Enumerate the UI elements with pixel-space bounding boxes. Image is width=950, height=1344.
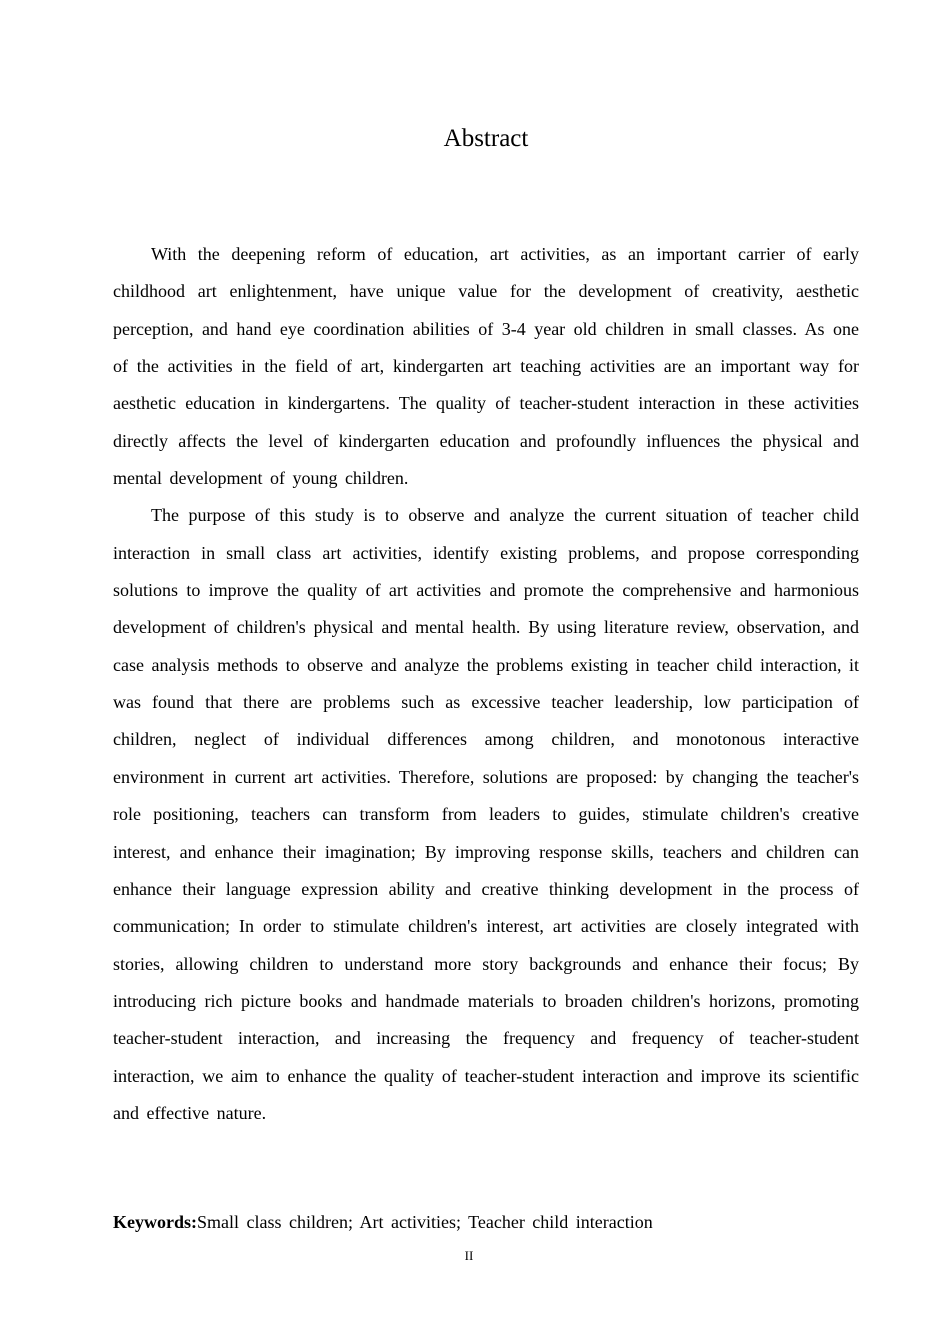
abstract-title: Abstract <box>443 125 529 152</box>
keywords-text: Small class children; Art activities; Teacher child interaction <box>197 1212 653 1232</box>
abstract-paragraph-2: The purpose of this study is to observe and analyze the current situation of teacher child interaction in small class art activities, identify existing problems, and propose corresponding solutions to improve the quality of art activities and promote the comprehensive and harmonious development of children's physical and mental health. By using literature review, observation, and case analysis methods to observe and analyze the problems existing in teacher child interaction, it was found that there are problems such as excessive teacher leadership, low participation of children, neglect of individual differences among children, and monotonous interactive environment in current art activities. Therefore, solutions are proposed: by changing the teacher's role positioning, teachers can transform from leaders to guides, stimulate children's creative interest, and enhance their imagination; By improving response skills, teachers and children can enhance their language expression ability and creative thinking development in the process of communication; In order to stimulate children's interest, art activities are closely integrated with stories, allowing children to understand more story backgrounds and enhance their focus; By introducing rich picture books and handmade materials to broaden children's horizons, promoting teacher-student interaction, and increasing the frequency and frequency of teacher-student interaction, we aim to enhance the quality of teacher-student interaction and improve its scientific and effective nature. <box>113 505 859 1123</box>
abstract-body <box>113 236 859 1132</box>
abstract-paragraph-1: With the deepening reform of education, art activities, as an important carrier of early childhood art enlightenment, have unique value for the development of creativity, aesthetic perception, and hand eye coordination abilities of 3-4 year old children in small classes. As one of the activities in the field of art, kindergarten art teaching activities are an important way for aesthetic education in kindergartens. The quality of teacher-student interaction in these activities directly affects the level of kindergarten education and profoundly influences the physical and mental development of young children. <box>113 244 859 489</box>
keywords-label: Keywords: <box>113 1212 197 1232</box>
keywords-line <box>113 1204 859 1241</box>
page-number: II <box>464 1248 474 1263</box>
